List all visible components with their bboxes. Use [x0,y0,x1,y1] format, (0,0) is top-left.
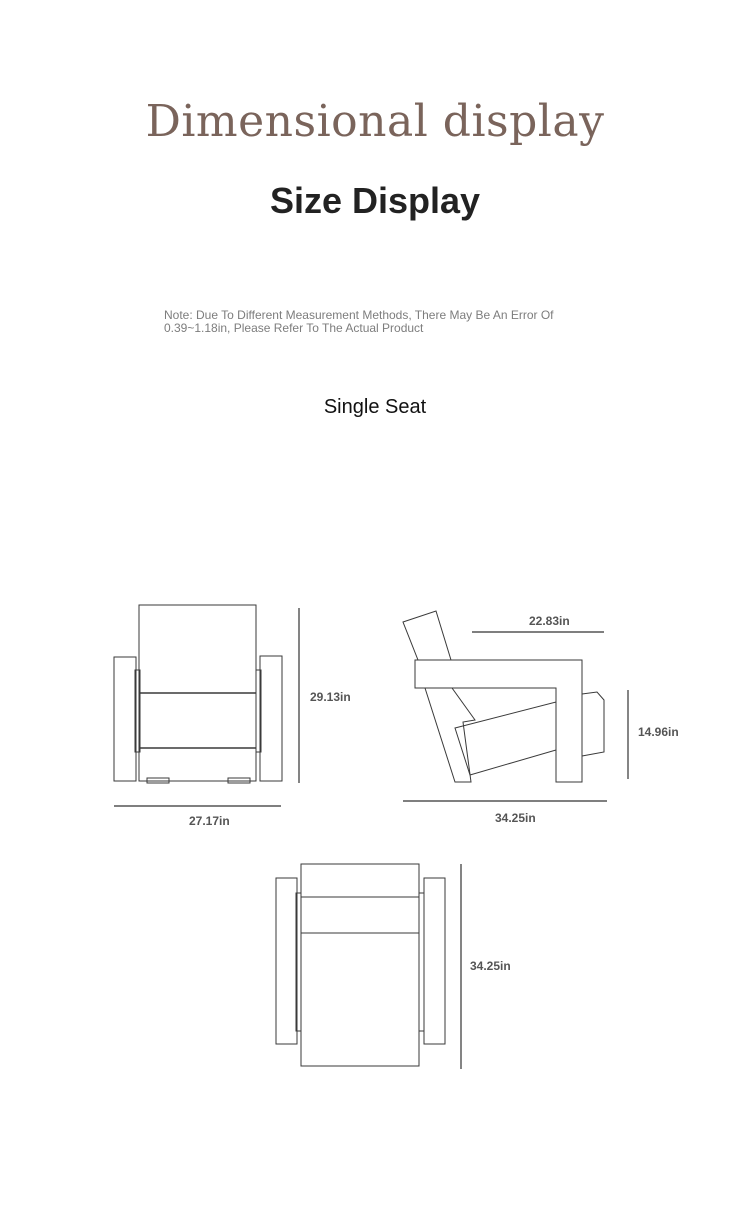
page-subtitle: Size Display [269,180,481,221]
front-height-label: 29.13in [310,690,351,704]
front-view-drawing [114,605,351,828]
top-view-drawing [276,864,511,1069]
top-depth-label: 34.25in [470,959,511,973]
front-width-label: 27.17in [189,814,230,828]
page-title: Dimensional display [145,96,605,147]
side-arm-length-label: 22.83in [529,614,570,628]
section-title: Single Seat [323,396,427,418]
measurement-note: Note: Due To Different Measurement Methods, There May Be An Error Of 0.39~1.18in, Please Refer To The Actual Product [164,308,554,335]
side-view-drawing [403,611,679,825]
side-arm-height-label: 14.96in [638,725,679,739]
side-depth-label: 34.25in [495,811,536,825]
